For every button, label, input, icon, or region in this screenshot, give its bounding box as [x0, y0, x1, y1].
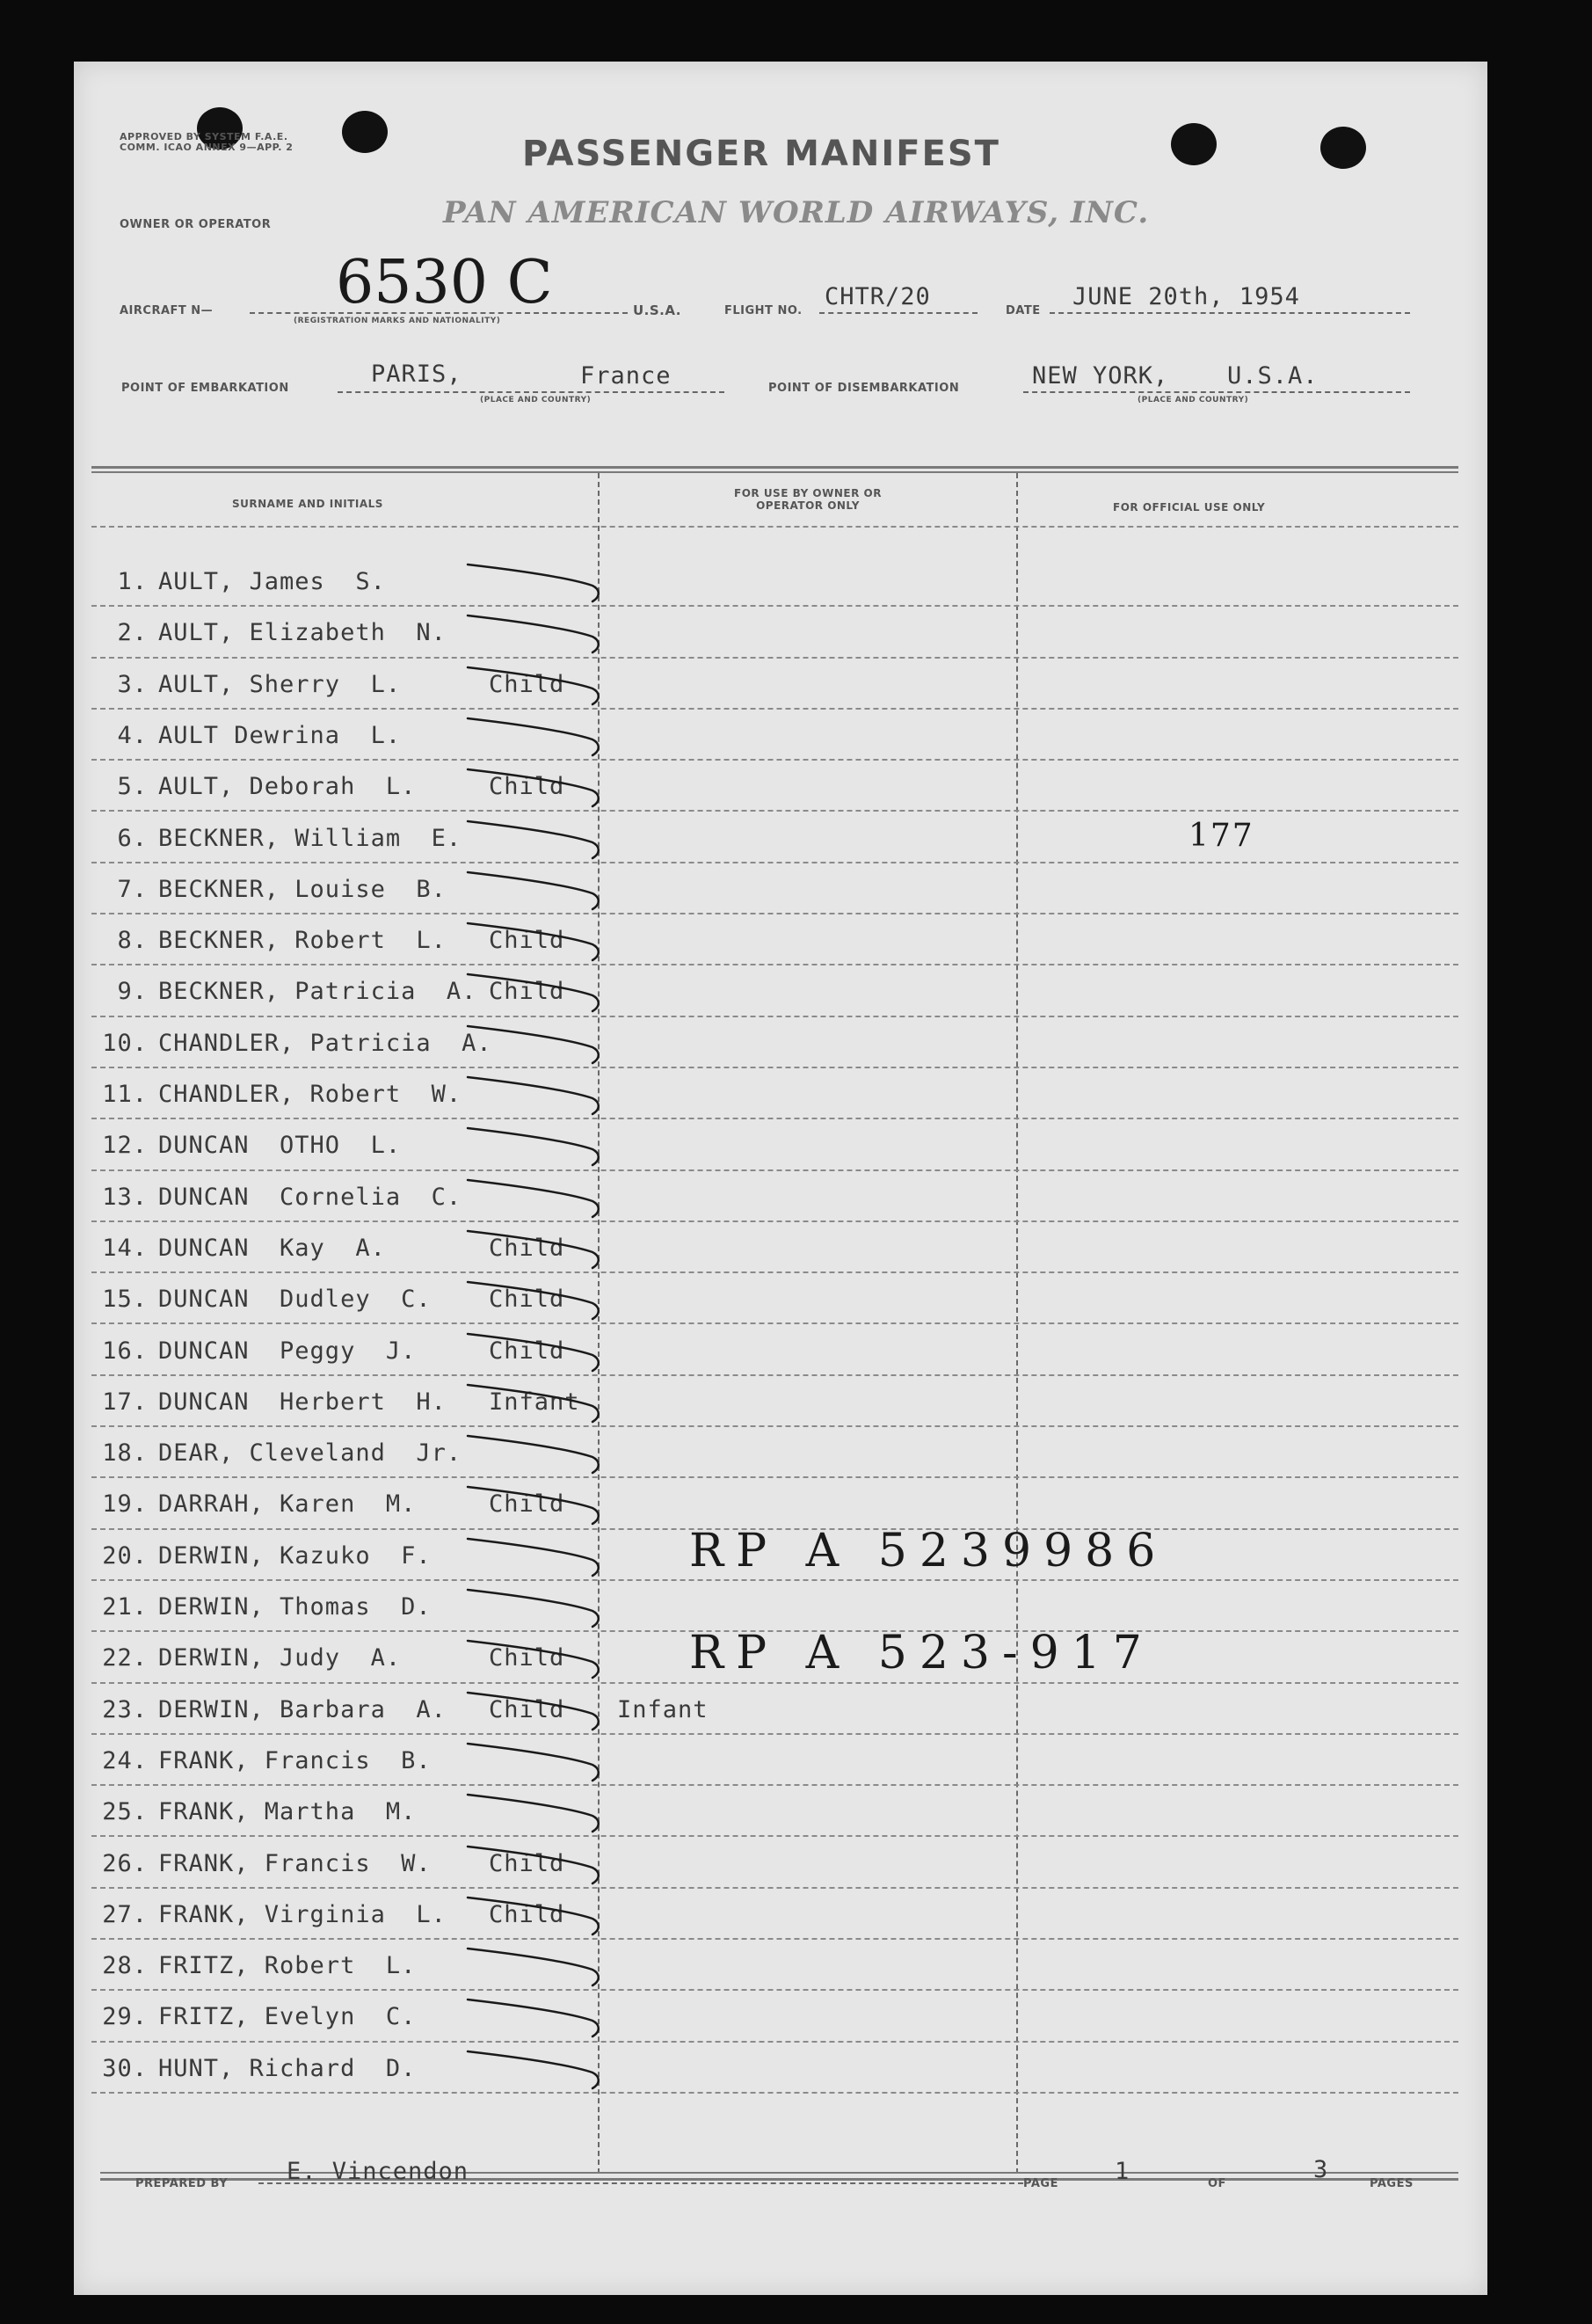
row-number: 8. [117, 927, 148, 955]
passenger-name: DUNCAN Kay A. [158, 1234, 386, 1262]
row-number: 12. [102, 1132, 148, 1160]
row-number: 11. [102, 1081, 148, 1108]
passenger-name: DUNCAN Peggy J. [158, 1337, 417, 1365]
check-mark-icon [461, 1017, 619, 1068]
check-mark-icon [461, 1376, 619, 1427]
disembarkation-country: U.S.A. [1227, 362, 1319, 390]
table-row [74, 1838, 1480, 1889]
owner-value: PAN AMERICAN WORLD AIRWAYS, INC. [443, 195, 1150, 230]
check-mark-icon [461, 1222, 619, 1273]
check-mark-icon [461, 2043, 619, 2094]
row-number: 22. [102, 1644, 148, 1672]
passenger-note: Child [489, 670, 565, 698]
passenger-name: DEAR, Cleveland Jr. [158, 1439, 462, 1468]
prepared-value: E. Vincendon [287, 2158, 469, 2185]
row-number: 9. [117, 978, 148, 1006]
punch-hole [1171, 123, 1217, 165]
row-number: 21. [102, 1593, 148, 1621]
column-header-surname: SURNAME AND INITIALS [232, 498, 383, 510]
passenger-note: Child [489, 773, 565, 801]
table-row [74, 2043, 1480, 2094]
column-header-owner: FOR USE BY OWNER OR OPERATOR ONLY [734, 487, 882, 512]
check-mark-icon [461, 1119, 619, 1170]
check-mark-icon [461, 1735, 619, 1786]
passenger-name: DERWIN, Thomas D. [158, 1593, 432, 1621]
passenger-name: FRANK, Francis B. [158, 1746, 432, 1774]
passenger-name: FRANK, Martha M. [158, 1798, 417, 1826]
owner-note: Infant [617, 1695, 709, 1723]
passenger-name: FRANK, Virginia L. [158, 1900, 447, 1928]
table-row [74, 1581, 1480, 1632]
check-mark-icon [461, 1684, 619, 1735]
check-mark-icon [461, 1838, 619, 1889]
embarkation-country: France [580, 362, 672, 390]
flight-label: FLIGHT NO. [724, 304, 803, 317]
row-number: 1. [117, 568, 148, 595]
row-number: 2. [117, 619, 148, 647]
passenger-name: HUNT, Richard D. [158, 2054, 417, 2082]
place-caption: (PLACE AND COUNTRY) [480, 396, 592, 404]
check-mark-icon [461, 1171, 619, 1222]
row-number: 4. [117, 721, 148, 749]
row-number: 17. [102, 1388, 148, 1416]
table-row [74, 812, 1480, 863]
passenger-note: Child [489, 1337, 565, 1365]
row-number: 29. [102, 2003, 148, 2031]
approval-note: APPROVED BY SYSTEM F.A.E. COMM. ICAO ANNEX 9—APP. 2 [120, 131, 294, 153]
passenger-note: Child [489, 1695, 565, 1723]
check-mark-icon [461, 710, 619, 761]
row-number: 28. [102, 1952, 148, 1980]
disembarkation-line [1023, 391, 1410, 393]
official-note: RP A 5239986 [689, 1524, 1168, 1577]
disembarkation-city: NEW YORK, [1032, 362, 1169, 390]
table-row [74, 965, 1480, 1016]
row-number: 30. [102, 2054, 148, 2082]
passenger-name: DARRAH, Karen M. [158, 1490, 417, 1519]
table-row [74, 863, 1480, 914]
table-row [74, 1325, 1480, 1376]
check-mark-icon [461, 914, 619, 965]
check-mark-icon [461, 1478, 619, 1529]
row-number: 6. [117, 824, 148, 852]
passenger-note: Child [489, 1234, 565, 1262]
disembarkation-label: POINT OF DISEMBARKATION [768, 382, 960, 395]
check-mark-icon [461, 1273, 619, 1324]
table-row [74, 1889, 1480, 1940]
table-row [74, 607, 1480, 658]
passenger-name: DUNCAN Cornelia C. [158, 1183, 462, 1211]
passenger-note: Child [489, 1490, 565, 1519]
table-row [74, 761, 1480, 812]
aircraft-line [250, 312, 628, 314]
passenger-name: AULT Dewrina L. [158, 721, 402, 749]
passenger-name: AULT, James S. [158, 568, 386, 595]
passenger-name: BECKNER, Robert L. [158, 927, 447, 955]
usa-label: U.S.A. [633, 302, 681, 318]
check-mark-icon [461, 607, 619, 658]
passenger-name: DUNCAN OTHO L. [158, 1132, 402, 1160]
punch-hole [1320, 127, 1366, 169]
passenger-note: Infant [489, 1388, 580, 1416]
row-number: 18. [102, 1439, 148, 1468]
check-mark-icon [461, 1632, 619, 1683]
table-row [74, 1991, 1480, 2042]
passenger-name: DERWIN, Barbara A. [158, 1695, 447, 1723]
table-row [74, 710, 1480, 761]
table-top-rule [91, 471, 1458, 473]
passenger-name: AULT, Elizabeth N. [158, 619, 447, 647]
row-number: 7. [117, 875, 148, 903]
table-row [74, 659, 1480, 710]
official-note: 177 [1189, 817, 1254, 854]
passenger-name: DERWIN, Judy A. [158, 1644, 402, 1672]
row-number: 5. [117, 773, 148, 801]
punch-hole [342, 111, 388, 153]
table-row [74, 1068, 1480, 1119]
check-mark-icon [461, 761, 619, 812]
aircraft-value: 6530 C [336, 248, 553, 317]
table-row [74, 1786, 1480, 1837]
passenger-name: DUNCAN Dudley C. [158, 1286, 432, 1314]
prepared-label: PREPARED BY [135, 2177, 229, 2190]
date-value: JUNE 20th, 1954 [1072, 283, 1300, 310]
passenger-note: Child [489, 1900, 565, 1928]
row-number: 26. [102, 1849, 148, 1877]
check-mark-icon [461, 1530, 619, 1581]
passenger-name: DUNCAN Herbert H. [158, 1388, 447, 1416]
row-number: 19. [102, 1490, 148, 1519]
table-row [74, 1735, 1480, 1786]
embarkation-line [338, 391, 724, 393]
place-caption: (PLACE AND COUNTRY) [1138, 396, 1249, 404]
embarkation-label: POINT OF EMBARKATION [121, 382, 289, 395]
passenger-name: AULT, Deborah L. [158, 773, 417, 801]
table-row [74, 914, 1480, 965]
check-mark-icon [461, 1940, 619, 1991]
owner-label: OWNER OR OPERATOR [120, 218, 272, 231]
passenger-name: FRITZ, Robert L. [158, 1952, 417, 1980]
table-row [74, 1171, 1480, 1222]
aircraft-label: AIRCRAFT N— [120, 304, 214, 317]
page-label: PAGE [1023, 2177, 1058, 2190]
check-mark-icon [461, 1581, 619, 1632]
table-row [74, 1017, 1480, 1068]
row-number: 14. [102, 1234, 148, 1262]
registration-caption: (REGISTRATION MARKS AND NATIONALITY) [294, 317, 501, 325]
check-mark-icon [461, 812, 619, 863]
embarkation-city: PARIS, [371, 361, 462, 388]
row-number: 23. [102, 1695, 148, 1723]
passenger-name: BECKNER, William E. [158, 824, 462, 852]
table-row [74, 1376, 1480, 1427]
row-number: 3. [117, 670, 148, 698]
flight-value: CHTR/20 [825, 283, 931, 310]
passenger-note: Child [489, 978, 565, 1006]
row-number: 15. [102, 1286, 148, 1314]
date-line [1050, 312, 1410, 314]
table-top-rule [91, 466, 1458, 469]
row-number: 25. [102, 1798, 148, 1826]
passenger-note: Child [489, 1286, 565, 1314]
table-row [74, 1478, 1480, 1529]
check-mark-icon [461, 1786, 619, 1837]
passenger-name: BECKNER, Louise B. [158, 875, 447, 903]
check-mark-icon [461, 556, 619, 607]
flight-line [819, 312, 978, 314]
row-number: 27. [102, 1900, 148, 1928]
table-row [74, 1427, 1480, 1478]
of-value: 3 [1313, 2156, 1329, 2183]
table-row [74, 1273, 1480, 1324]
check-mark-icon [461, 1068, 619, 1119]
passenger-name: CHANDLER, Robert W. [158, 1081, 462, 1108]
table-row [74, 556, 1480, 607]
check-mark-icon [461, 1991, 619, 2042]
of-label: OF [1208, 2177, 1226, 2190]
prepared-line [258, 2182, 1023, 2184]
passenger-name: AULT, Sherry L. [158, 670, 402, 698]
passenger-name: FRITZ, Evelyn C. [158, 2003, 417, 2031]
passenger-name: BECKNER, Patricia A. [158, 978, 477, 1006]
row-number: 10. [102, 1029, 148, 1057]
passenger-note: Child [489, 1644, 565, 1672]
header-rule [91, 526, 1458, 528]
passenger-note: Child [489, 927, 565, 955]
pages-label: PAGES [1370, 2177, 1414, 2190]
check-mark-icon [461, 1325, 619, 1376]
row-number: 13. [102, 1183, 148, 1211]
row-number: 16. [102, 1337, 148, 1365]
date-label: DATE [1006, 304, 1041, 317]
passenger-name: FRANK, Francis W. [158, 1849, 432, 1877]
check-mark-icon [461, 965, 619, 1016]
passenger-note: Child [489, 1849, 565, 1877]
row-number: 24. [102, 1746, 148, 1774]
check-mark-icon [461, 1427, 619, 1478]
row-rule [91, 2092, 1458, 2094]
check-mark-icon [461, 1889, 619, 1940]
table-row [74, 1119, 1480, 1170]
passenger-name: CHANDLER, Patricia A. [158, 1029, 492, 1057]
table-row [74, 1684, 1480, 1735]
table-row [74, 1222, 1480, 1273]
row-number: 20. [102, 1541, 148, 1570]
table-row [74, 1940, 1480, 1991]
official-note: RP A 523-917 [689, 1627, 1154, 1680]
page-title: PASSENGER MANIFEST [522, 134, 1000, 174]
column-header-official: FOR OFFICIAL USE ONLY [1113, 501, 1266, 514]
check-mark-icon [461, 659, 619, 710]
page-value: 1 [1115, 2158, 1130, 2185]
passenger-name: DERWIN, Kazuko F. [158, 1541, 432, 1570]
manifest-paper [74, 62, 1487, 2295]
check-mark-icon [461, 863, 619, 914]
